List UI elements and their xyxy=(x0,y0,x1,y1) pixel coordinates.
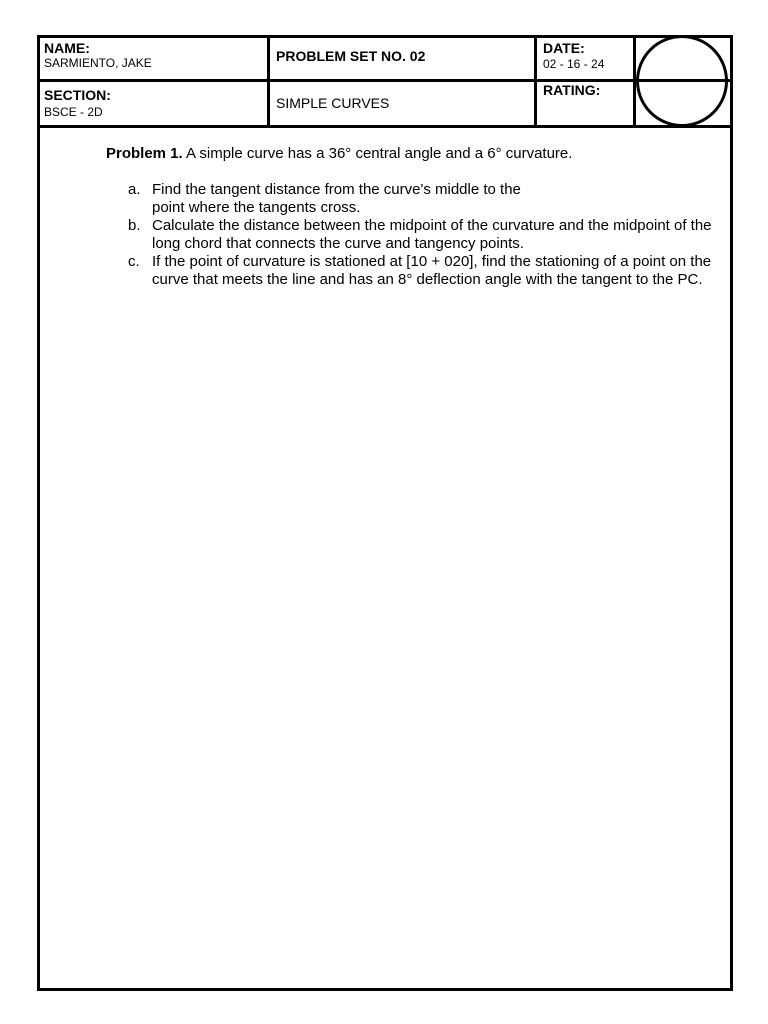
name-label: NAME: xyxy=(44,40,90,56)
column-divider-2 xyxy=(534,35,537,128)
problem-statement xyxy=(106,145,572,163)
item-line: long chord that connects the curve and tangency points. xyxy=(152,235,524,252)
list-item xyxy=(128,217,712,253)
header-divider xyxy=(37,79,733,82)
item-marker: a. xyxy=(128,181,141,198)
item-line: Calculate the distance between the midpoint of the curvature and the midpoint of the xyxy=(152,217,712,234)
item-line: Find the tangent distance from the curve's middle to the xyxy=(152,181,521,198)
item-line: curve that meets the line and has an 8° deflection angle with the tangent to the PC. xyxy=(152,271,703,288)
section-label: SECTION: xyxy=(44,87,111,103)
worksheet-frame xyxy=(37,35,733,991)
rating-circle xyxy=(636,35,728,127)
item-line: If the point of curvature is stationed at [10 + 020], find the stationing of a point on the xyxy=(152,253,712,270)
name-value: SARMIENTO, JAKE xyxy=(44,56,152,70)
column-divider-1 xyxy=(267,35,270,128)
problem-label: Problem 1. xyxy=(106,145,183,162)
item-marker: b. xyxy=(128,217,141,234)
list-item xyxy=(128,253,712,289)
header-bottom-border xyxy=(37,125,733,128)
item-line: point where the tangents cross. xyxy=(152,199,361,216)
list-item xyxy=(128,181,712,217)
rating-label: RATING: xyxy=(543,82,601,98)
item-marker: c. xyxy=(128,253,140,270)
problem-text: A simple curve has a 36° central angle and a 6° curvature. xyxy=(186,145,573,162)
section-value: BSCE - 2D xyxy=(44,105,103,119)
problem-items xyxy=(128,181,712,289)
topic-title: SIMPLE CURVES xyxy=(276,95,390,111)
date-value: 02 - 16 - 24 xyxy=(543,57,605,71)
date-label: DATE: xyxy=(543,40,585,56)
problem-set-title: PROBLEM SET NO. 02 xyxy=(276,48,426,64)
